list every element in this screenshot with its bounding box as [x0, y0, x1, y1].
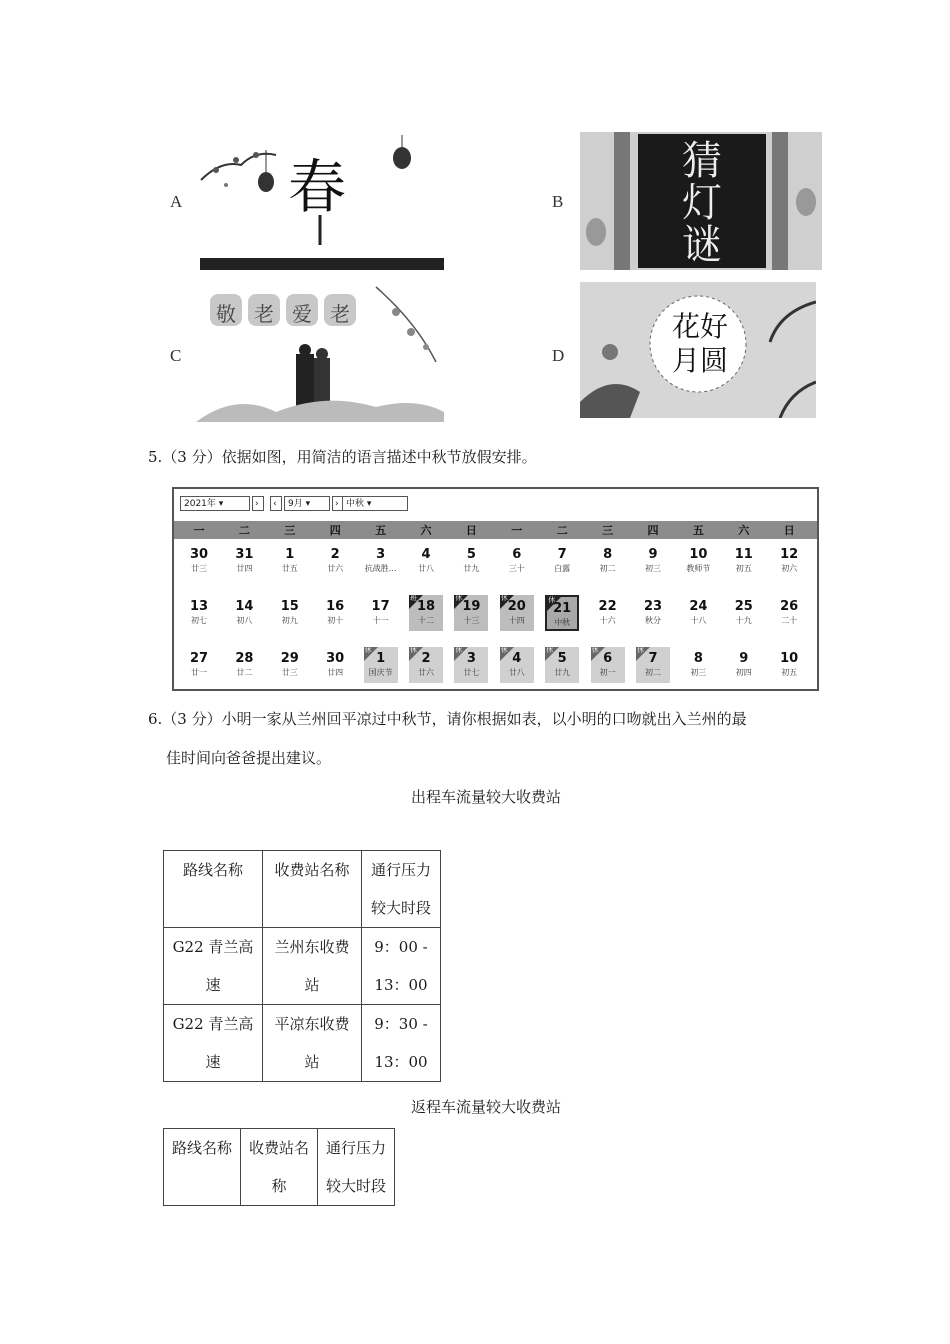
- calendar-day[interactable]: [227, 595, 261, 631]
- header-text: 路线名称: [171, 1139, 232, 1157]
- day-number: 31: [235, 547, 254, 562]
- day-number: 7: [648, 651, 658, 666]
- weekday-label: 日: [465, 524, 477, 537]
- calendar-day[interactable]: [409, 543, 443, 579]
- day-lunar-label: 三十: [508, 564, 525, 573]
- day-number: 17: [371, 599, 390, 614]
- day-number: 8: [693, 651, 703, 666]
- question-6-line2: 佳时间向爸爸提出建议。: [166, 749, 332, 767]
- weekday-label: 四: [647, 524, 659, 537]
- day-lunar-label: 初六: [781, 564, 798, 573]
- day-lunar-label: 廿九: [463, 564, 480, 573]
- day-lunar-label: 廿四: [236, 564, 253, 573]
- calendar-day[interactable]: [727, 543, 761, 579]
- day-lunar-label: 初二: [599, 564, 616, 573]
- day-number: 20: [507, 599, 526, 614]
- header-cell: [164, 1129, 241, 1206]
- day-number: 18: [416, 599, 436, 614]
- year-select[interactable]: 2021年 ▾: [180, 496, 250, 511]
- day-number: 5: [466, 547, 476, 562]
- day-number: 7: [557, 547, 567, 562]
- calendar-day[interactable]: [500, 647, 534, 683]
- day-lunar-label: 廿二: [236, 668, 253, 677]
- weekday-label: 六: [420, 524, 432, 537]
- cell-text: 平凉东收费: [274, 1015, 350, 1033]
- day-number: 1: [376, 651, 386, 666]
- day-lunar-label: 廿七: [463, 668, 480, 677]
- cell-text: 站: [304, 1053, 320, 1071]
- outbound-toll-table: [163, 850, 441, 1082]
- table-row: [164, 1005, 441, 1082]
- calendar-day[interactable]: [454, 647, 488, 683]
- day-lunar-label: 教师节: [686, 564, 711, 573]
- calendar-day[interactable]: [182, 543, 216, 579]
- day-lunar-label: 十三: [463, 616, 480, 625]
- day-lunar-label: 廿六: [418, 668, 434, 677]
- day-lunar-label: 抗战胜...: [364, 564, 397, 573]
- calendar-day[interactable]: [409, 595, 443, 631]
- day-lunar-label: 初九: [281, 616, 298, 625]
- weekday-label: 四: [329, 524, 341, 537]
- header-text: 通行压力: [370, 861, 431, 879]
- day-lunar-label: 初十: [327, 616, 344, 625]
- calendar-day[interactable]: [364, 543, 398, 579]
- calendar-day[interactable]: [273, 543, 307, 579]
- day-lunar-label: 廿五: [281, 564, 298, 573]
- header-text: 较大时段: [370, 899, 431, 917]
- option-a-title: 春: [288, 153, 347, 221]
- header-cell: [362, 851, 441, 928]
- calendar-day[interactable]: [772, 543, 806, 579]
- cell-text: G22 青兰高: [172, 1015, 254, 1033]
- calendar-day[interactable]: [681, 543, 715, 579]
- calendar-day[interactable]: [454, 595, 488, 631]
- holiday-calendar: [172, 487, 819, 691]
- day-tag-label: 休: [364, 646, 372, 654]
- return-toll-table: [163, 1128, 395, 1206]
- calendar-day[interactable]: [681, 647, 715, 683]
- option-a-image: [196, 130, 444, 272]
- option-c-image: [196, 282, 444, 422]
- cell-text: 9：00 -: [374, 938, 428, 956]
- day-number: 10: [689, 547, 708, 562]
- day-number: 1: [285, 547, 295, 562]
- table2-caption: 返程车流量较大收费站: [410, 1098, 561, 1116]
- calendar-day[interactable]: [681, 595, 715, 631]
- day-lunar-label: 初七: [191, 616, 207, 625]
- option-b-title: 猜灯谜: [682, 138, 722, 268]
- calendar-day[interactable]: [636, 647, 670, 683]
- day-number: 19: [462, 599, 481, 614]
- day-number: 27: [189, 651, 209, 666]
- header-cell: [164, 851, 263, 928]
- cell-text: 13：00: [374, 976, 428, 994]
- calendar-day[interactable]: [591, 543, 625, 579]
- table-cell: [164, 1005, 263, 1082]
- cell-text: 速: [205, 1053, 221, 1071]
- calendar-day[interactable]: [636, 595, 670, 631]
- calendar-day[interactable]: [772, 595, 806, 631]
- calendar-day[interactable]: [409, 647, 443, 683]
- day-lunar-label: 秋分: [645, 616, 661, 625]
- calendar-day[interactable]: [273, 595, 307, 631]
- day-number: 28: [235, 651, 254, 666]
- day-number: 29: [280, 651, 299, 666]
- header-cell: [241, 1129, 318, 1206]
- calendar-day[interactable]: [227, 647, 261, 683]
- prev-month-button[interactable]: ‹: [270, 496, 282, 511]
- day-number: 13: [189, 599, 209, 614]
- calendar-day[interactable]: [636, 543, 670, 579]
- day-number: 16: [326, 599, 345, 614]
- day-tag-label: 休: [546, 646, 554, 654]
- calendar-day[interactable]: [772, 647, 806, 683]
- weekday-label: 三: [602, 524, 614, 537]
- calendar-day[interactable]: [545, 543, 579, 579]
- day-lunar-label: 初一: [599, 668, 616, 677]
- day-number: 4: [421, 547, 431, 562]
- day-tag-label: 休: [410, 646, 417, 654]
- weekday-label: 五: [692, 524, 704, 537]
- day-lunar-label: 二十: [781, 616, 798, 625]
- option-c-title: 敬老爱老: [216, 302, 368, 326]
- day-lunar-label: 国庆节: [368, 668, 393, 677]
- option-d-image: [580, 282, 816, 418]
- option-d-letter: D: [552, 346, 565, 365]
- day-lunar-label: 初三: [645, 564, 661, 573]
- weekday-label: 二: [238, 524, 250, 537]
- day-lunar-label: 初二: [645, 668, 661, 677]
- calendar-day[interactable]: [364, 595, 398, 631]
- day-lunar-label: 十八: [690, 616, 707, 625]
- day-number: 9: [739, 651, 749, 666]
- day-number: 4: [512, 651, 522, 666]
- calendar-day[interactable]: [727, 647, 761, 683]
- day-number: 3: [376, 547, 386, 562]
- day-number: 23: [643, 599, 663, 614]
- day-number: 2: [330, 547, 340, 562]
- day-number: 24: [689, 599, 708, 614]
- cell-text: 兰州东收费: [274, 938, 350, 956]
- day-tag-label: 休: [455, 646, 463, 654]
- calendar-day[interactable]: [727, 595, 761, 631]
- table1-caption: 出程车流量较大收费站: [410, 788, 561, 806]
- header-text: 收费站名称: [274, 861, 350, 879]
- day-lunar-label: 廿八: [508, 668, 525, 677]
- calendar-toolbar: [174, 489, 817, 519]
- day-lunar-label: 初五: [781, 668, 798, 677]
- day-tag-label: 休: [591, 646, 599, 654]
- calendar-day[interactable]: [182, 647, 216, 683]
- day-number: 11: [734, 547, 753, 562]
- day-lunar-label: 廿一: [191, 668, 207, 677]
- calendar-day[interactable]: [591, 647, 625, 683]
- calendar-day[interactable]: [273, 647, 307, 683]
- day-number: 2: [421, 651, 431, 666]
- option-d-title: 花好月圆: [671, 310, 728, 377]
- year-select-value: 2021年: [184, 499, 216, 509]
- day-number: 22: [598, 599, 617, 614]
- table-header-row: [164, 1129, 395, 1206]
- calendar-day[interactable]: [500, 543, 534, 579]
- weekday-header: [174, 521, 817, 539]
- holiday-select-value: 中秋: [346, 499, 365, 509]
- table-row: [164, 928, 441, 1005]
- day-number: 6: [512, 547, 522, 562]
- day-lunar-label: 十九: [735, 616, 752, 625]
- option-b-image: [580, 132, 822, 270]
- cell-text: G22 青兰高: [172, 938, 254, 956]
- day-tag-label: 休: [500, 646, 508, 654]
- table-cell: [263, 1005, 362, 1082]
- header-text: 路线名称: [182, 861, 243, 879]
- question-6-line1: 6.（3 分）小明一家从兰州回平凉过中秋节，请你根据如表，以小明的口吻就出入兰州的最: [148, 710, 747, 728]
- month-select-value: 9月: [288, 499, 303, 509]
- option-c-letter: C: [170, 346, 182, 365]
- calendar-day[interactable]: [227, 543, 261, 579]
- table-cell: [263, 928, 362, 1005]
- weekday-label: 二: [556, 524, 568, 537]
- day-lunar-label: 廿六: [327, 564, 344, 573]
- day-tag-label: 休: [548, 596, 556, 604]
- day-tag-label: 休: [500, 594, 508, 602]
- table-header-row: [164, 851, 441, 928]
- day-tag-label: 班: [410, 594, 417, 602]
- month-select[interactable]: 9月 ▾: [284, 496, 330, 511]
- day-number: 25: [734, 599, 753, 614]
- calendar-day[interactable]: [318, 543, 352, 579]
- day-lunar-label: 十一: [372, 616, 389, 625]
- day-lunar-label: 廿三: [191, 564, 207, 573]
- header-text: 通行压力: [325, 1139, 386, 1157]
- weekday-label: 五: [375, 524, 387, 537]
- weekday-label: 三: [284, 524, 296, 537]
- day-number: 21: [553, 601, 572, 616]
- day-number: 6: [603, 651, 613, 666]
- cell-text: 9：30 -: [374, 1015, 428, 1033]
- calendar-day[interactable]: [500, 595, 534, 631]
- day-lunar-label: 廿四: [327, 668, 344, 677]
- option-b-letter: B: [552, 192, 564, 211]
- header-text: 较大时段: [325, 1177, 386, 1195]
- day-number: 15: [280, 599, 299, 614]
- day-lunar-label: 十四: [508, 616, 525, 625]
- day-number: 8: [603, 547, 613, 562]
- calendar-day[interactable]: [454, 543, 488, 579]
- header-cell: [263, 851, 362, 928]
- day-number: 3: [466, 651, 476, 666]
- day-lunar-label: 十六: [599, 616, 616, 625]
- day-number: 14: [235, 599, 254, 614]
- day-lunar-label: 中秋: [554, 618, 571, 627]
- calendar-day[interactable]: [364, 647, 398, 683]
- day-lunar-label: 廿九: [554, 668, 571, 677]
- day-lunar-label: 廿三: [281, 668, 298, 677]
- weekday-label: 日: [783, 524, 795, 537]
- day-number: 10: [780, 651, 799, 666]
- calendar-day[interactable]: [545, 595, 579, 631]
- day-tag-label: 休: [637, 646, 644, 654]
- calendar-day[interactable]: [318, 647, 352, 683]
- cell-text: 速: [205, 976, 221, 994]
- day-number: 12: [780, 547, 799, 562]
- weekday-label: 六: [738, 524, 750, 537]
- calendar-day[interactable]: [318, 595, 352, 631]
- day-lunar-label: 白露: [554, 564, 571, 573]
- calendar-day[interactable]: [591, 595, 625, 631]
- day-number: 30: [189, 547, 209, 562]
- day-number: 30: [326, 651, 345, 666]
- table-cell: [164, 928, 263, 1005]
- header-cell: [318, 1129, 395, 1206]
- question-5: 5.（3 分）依据如图，用简洁的语言描述中秋节放假安排。: [148, 448, 537, 466]
- day-lunar-label: 初三: [690, 668, 707, 677]
- day-tag-label: 休: [455, 594, 463, 602]
- next-year-button[interactable]: ›: [252, 496, 264, 511]
- next-month-button[interactable]: ›: [332, 496, 344, 511]
- header-text: 称: [271, 1177, 287, 1195]
- table-cell: [362, 928, 441, 1005]
- day-lunar-label: 十二: [418, 616, 434, 625]
- calendar-day[interactable]: [182, 595, 216, 631]
- day-lunar-label: 初四: [735, 668, 752, 677]
- day-number: 26: [780, 599, 799, 614]
- weekday-label: 一: [511, 524, 523, 537]
- day-lunar-label: 初五: [735, 564, 752, 573]
- header-text: 收费站名: [248, 1139, 309, 1157]
- option-a-letter: A: [170, 192, 183, 211]
- cell-text: 站: [304, 976, 320, 994]
- calendar-day[interactable]: [545, 647, 579, 683]
- day-number: 5: [557, 651, 567, 666]
- day-number: 9: [648, 547, 658, 562]
- holiday-select[interactable]: 中秋 ▾: [342, 496, 408, 511]
- day-lunar-label: 廿八: [418, 564, 434, 573]
- day-lunar-label: 初八: [236, 616, 253, 625]
- weekday-label: 一: [193, 524, 205, 537]
- elderly-couple-icon: [196, 282, 444, 422]
- cell-text: 13：00: [374, 1053, 428, 1071]
- table-cell: [362, 1005, 441, 1082]
